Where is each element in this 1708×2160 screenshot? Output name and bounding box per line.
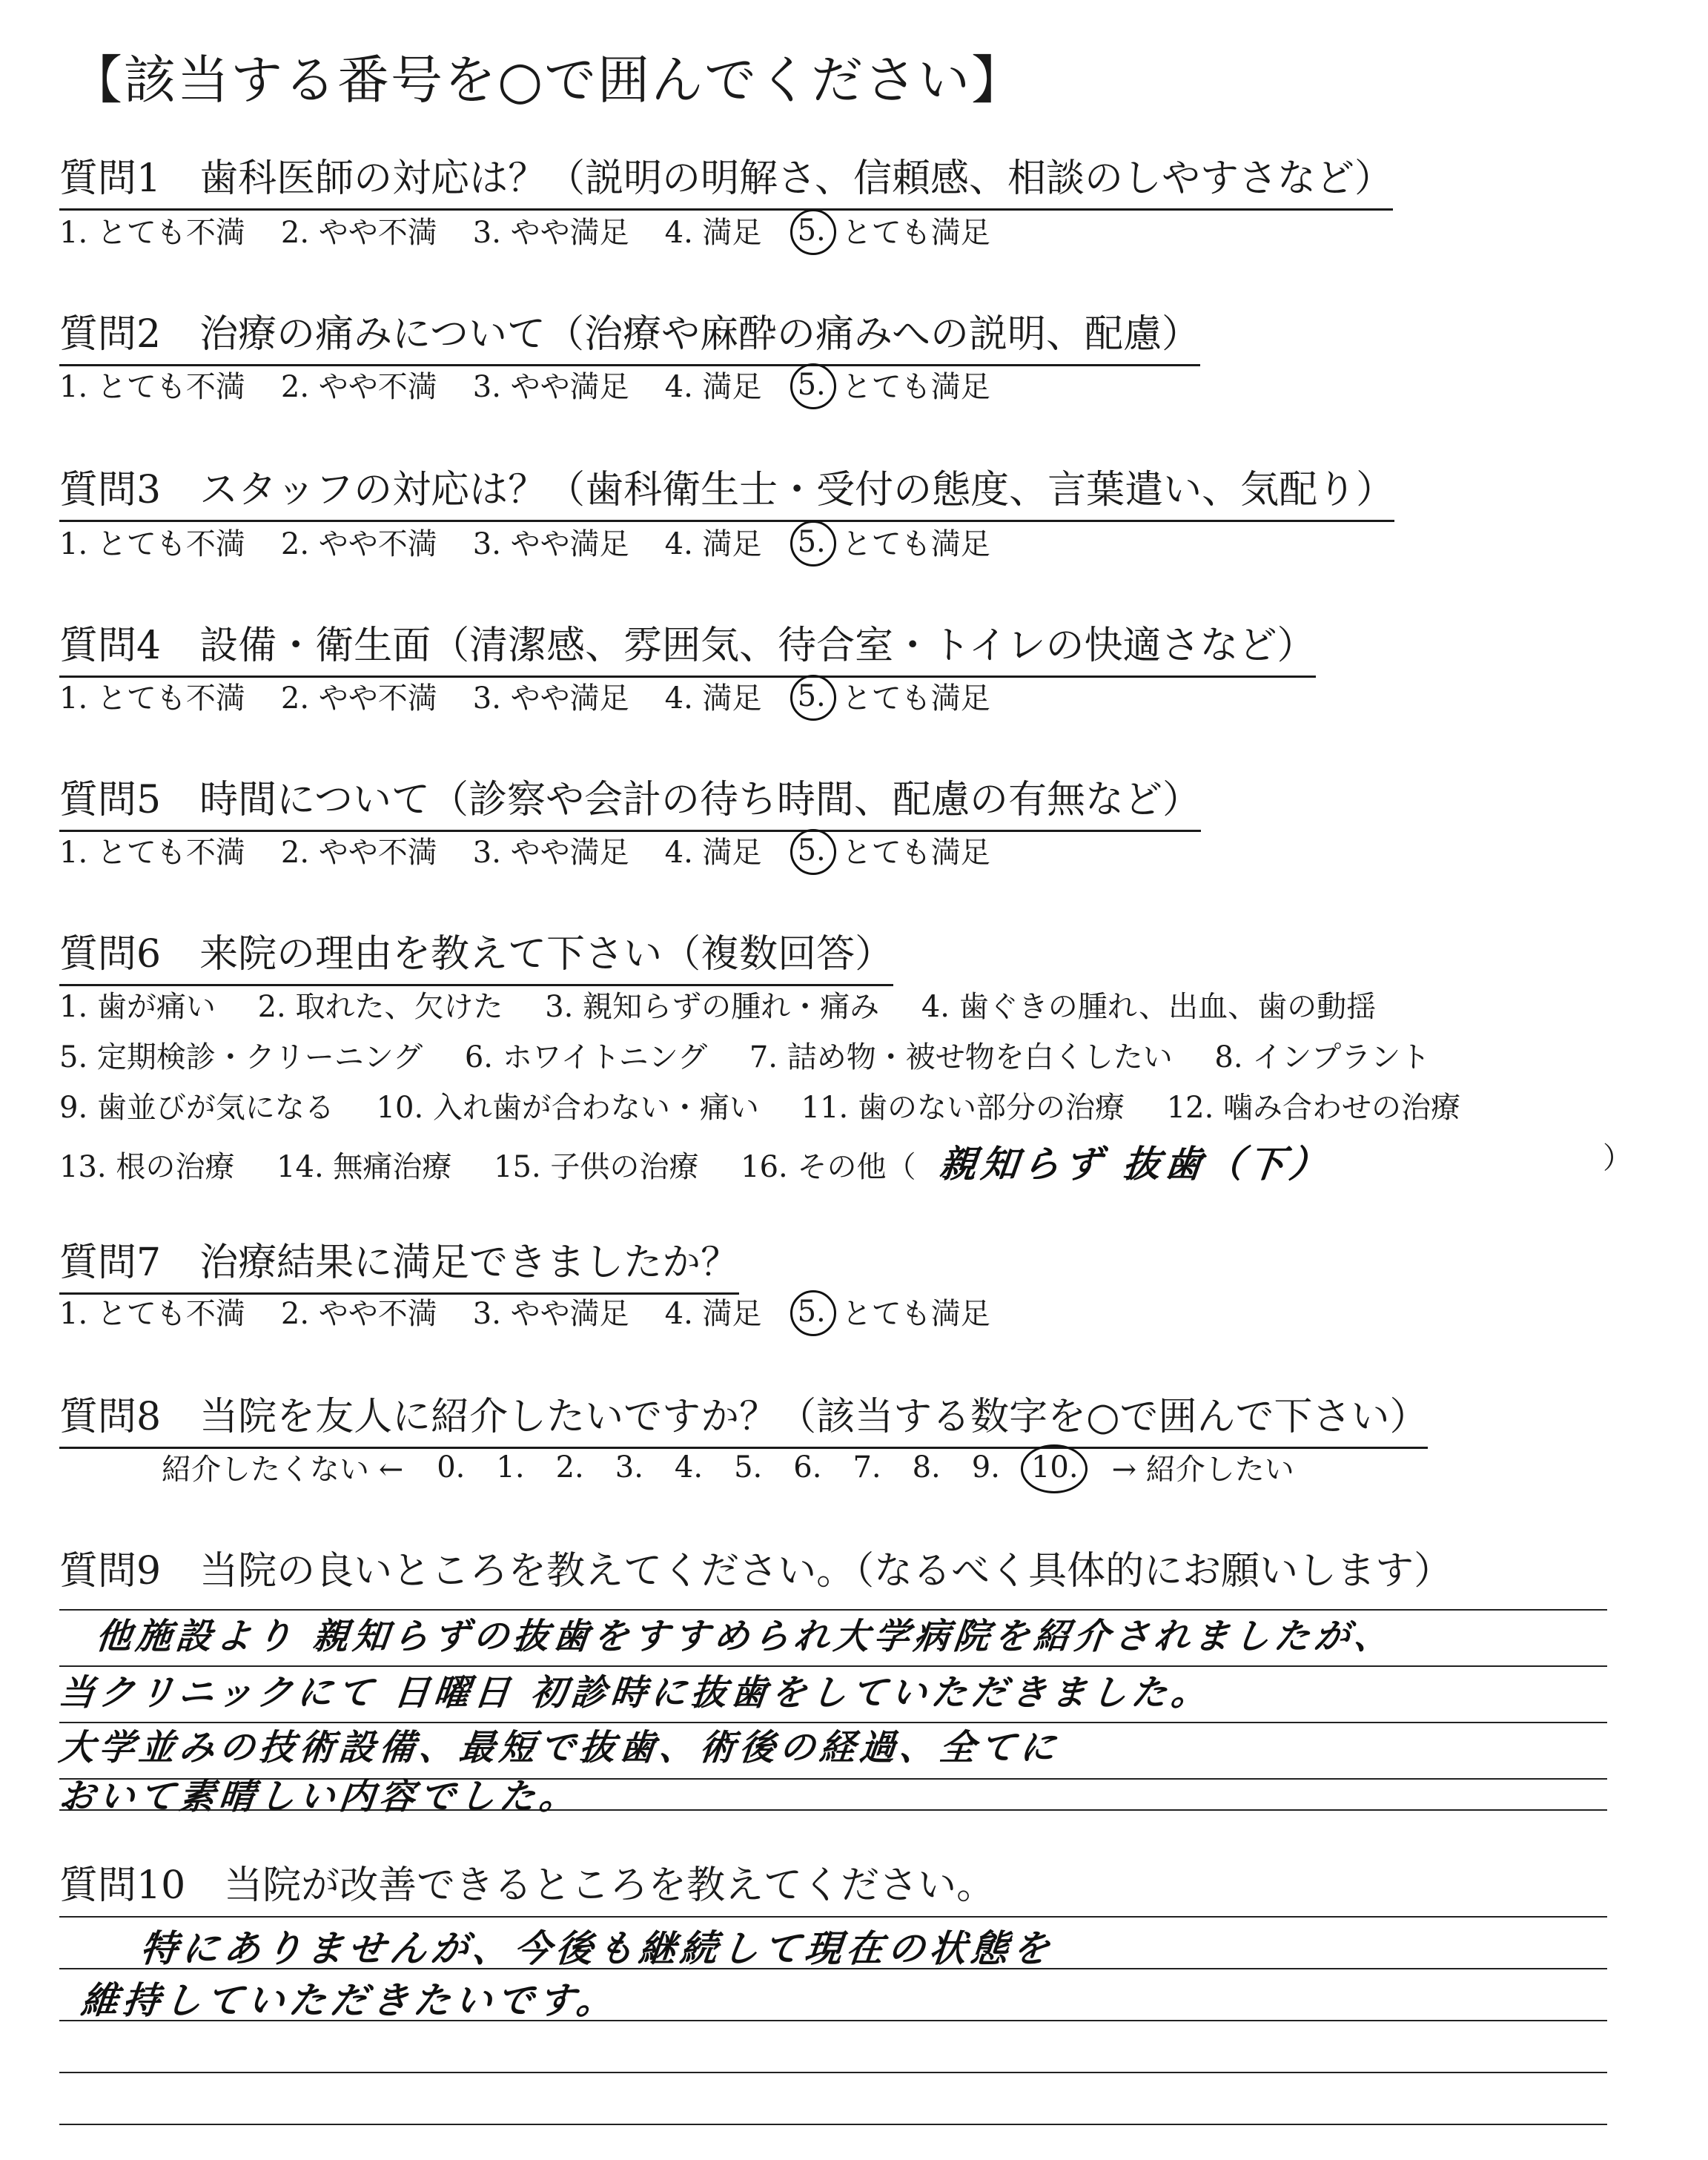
option-1[interactable]: 1. とても不満: [59, 1297, 245, 1331]
option-5-label: とても満足: [841, 1297, 990, 1331]
question-8: 質問8 当院を友人に紹介したいですか？（該当する数字を○で囲んで下さい）: [59, 1385, 1428, 1449]
question-4: 質問4 設備・衛生面（清潔感、雰囲気、待合室・トイレの快適さなど）: [59, 614, 1316, 678]
option-1[interactable]: 1. とても不満: [59, 527, 245, 561]
question-5: 質問5 時間について（診察や会計の待ち時間、配慮の有無など）: [59, 768, 1201, 832]
answer-rule: [59, 1916, 1607, 1918]
q6-option-2[interactable]: 2. 取れた、欠けた: [257, 990, 503, 1024]
q9-answer-line-1[interactable]: 他施設より 親知らずの抜歯をすすめられ大学病院を紹介されましたが、: [93, 1616, 1397, 1657]
option-2[interactable]: 2. やや不満: [280, 1297, 437, 1331]
question-9: 質問9 当院の良いところを教えてください。（なるべく具体的にお願いします）: [59, 1549, 1453, 1593]
q8-option-8[interactable]: 8.: [912, 1450, 941, 1484]
q9-answer-line-2[interactable]: 当クリニックにて 日曜日 初診時に抜歯をしていただきました。: [56, 1672, 1214, 1714]
option-5-selected[interactable]: 5.: [797, 833, 826, 868]
option-5-selected[interactable]: 5.: [797, 213, 826, 248]
q6-row-1: [59, 983, 1409, 1025]
option-1[interactable]: 1. とても不満: [59, 370, 245, 404]
option-3[interactable]: 3. やや満足: [472, 836, 629, 870]
option-2[interactable]: 2. やや不満: [280, 527, 437, 561]
q6-option-5[interactable]: 5. 定期検診・クリーニング: [59, 1040, 423, 1074]
page-title: 【該当する番号を○で囲んでください】: [70, 50, 1025, 110]
option-2[interactable]: 2. やや不満: [280, 370, 437, 404]
option-4[interactable]: 4. 満足: [664, 681, 762, 716]
question-7-options: [59, 1290, 990, 1332]
option-5-selected[interactable]: 5.: [797, 678, 826, 713]
question-3: 質問3 スタッフの対応は？（歯科衛生士・受付の態度、言葉遣い、気配り）: [59, 458, 1394, 522]
q9-answer-line-4[interactable]: おいて素晴しい内容でした。: [56, 1776, 582, 1817]
option-5-label: とても満足: [841, 216, 990, 250]
option-4[interactable]: 4. 満足: [664, 1297, 762, 1331]
option-1[interactable]: 1. とても不満: [59, 681, 245, 716]
option-3[interactable]: 3. やや満足: [472, 681, 629, 716]
q6-option-14[interactable]: 14. 無痛治療: [277, 1150, 452, 1184]
question-5-options: [59, 829, 990, 871]
question-4-options: [59, 675, 990, 717]
question-3-options: [59, 521, 990, 563]
q9-answer-line-3[interactable]: 大学並みの技術設備、最短で抜歯、術後の経過、全てに: [56, 1727, 1062, 1768]
q8-option-6[interactable]: 6.: [793, 1450, 822, 1484]
q6-option-12[interactable]: 12. 噛み合わせの治療: [1166, 1091, 1461, 1125]
option-4[interactable]: 4. 満足: [664, 836, 762, 870]
option-5-selected[interactable]: 5.: [797, 524, 826, 559]
q6-other-handwritten[interactable]: 親知らず 抜歯（下）: [937, 1143, 1334, 1186]
q6-option-7[interactable]: 7. 詰め物・被せ物を白くしたい: [749, 1040, 1173, 1074]
option-5-selected[interactable]: 5.: [797, 367, 826, 402]
q6-option-16[interactable]: 16. その他（: [741, 1150, 916, 1184]
q8-scale: [162, 1446, 1294, 1488]
q6-option-3[interactable]: 3. 親知らずの腫れ・痛み: [545, 990, 880, 1024]
answer-rule: [59, 2124, 1607, 2125]
question-7: 質問7 治療結果に満足できましたか？: [59, 1231, 739, 1295]
option-5-label: とても満足: [841, 370, 990, 404]
option-3[interactable]: 3. やや満足: [472, 216, 629, 250]
q6-option-1[interactable]: 1. 歯が痛い: [59, 990, 216, 1024]
q8-option-5[interactable]: 5.: [734, 1450, 763, 1484]
option-5-label: とても満足: [841, 681, 990, 716]
option-2[interactable]: 2. やや不満: [280, 681, 437, 716]
q6-option-9[interactable]: 9. 歯並びが気になる: [59, 1091, 334, 1125]
q6-row-3: [59, 1084, 1493, 1126]
option-3[interactable]: 3. やや満足: [472, 527, 629, 561]
option-4[interactable]: 4. 満足: [664, 216, 762, 250]
question-6: 質問6 来院の理由を教えて下さい（複数回答）: [59, 922, 893, 986]
q10-answer-line-1[interactable]: 特にありませんが、今後も継続して現在の状態を: [138, 1927, 1056, 1970]
q8-left-label: 紹介したくない ←: [162, 1453, 404, 1487]
option-3[interactable]: 3. やや満足: [472, 370, 629, 404]
q6-row-2: [59, 1034, 1463, 1076]
q8-option-7[interactable]: 7.: [853, 1450, 881, 1484]
q10-answer-line-2[interactable]: 維持していただきたいです。: [79, 1979, 620, 2022]
option-4[interactable]: 4. 満足: [664, 370, 762, 404]
option-3[interactable]: 3. やや満足: [472, 1297, 629, 1331]
question-2: 質問2 治療の痛みについて（治療や麻酔の痛みへの説明、配慮）: [59, 303, 1200, 366]
q6-option-6[interactable]: 6. ホワイトニング: [464, 1040, 708, 1074]
q8-option-9[interactable]: 9.: [971, 1450, 1000, 1484]
q6-row-4: [59, 1135, 1364, 1188]
q6-option-4[interactable]: 4. 歯ぐきの腫れ、出血、歯の動揺: [921, 990, 1377, 1024]
option-2[interactable]: 2. やや不満: [280, 836, 437, 870]
q8-option-4[interactable]: 4.: [674, 1450, 704, 1484]
q6-option-10[interactable]: 10. 入れ歯が合わない・痛い: [376, 1091, 759, 1125]
q6-option-11[interactable]: 11. 歯のない部分の治療: [801, 1091, 1125, 1125]
q6-option-15[interactable]: 15. 子供の治療: [494, 1150, 699, 1184]
question-1-options: [59, 209, 990, 251]
q6-option-8[interactable]: 8. インプラント: [1214, 1040, 1431, 1074]
option-2[interactable]: 2. やや不満: [280, 216, 437, 250]
option-5-label: とても満足: [841, 527, 990, 561]
answer-rule: [59, 2072, 1607, 2073]
option-1[interactable]: 1. とても不満: [59, 836, 245, 870]
option-4[interactable]: 4. 満足: [664, 527, 762, 561]
option-5-label: とても満足: [841, 836, 990, 870]
option-1[interactable]: 1. とても不満: [59, 216, 245, 250]
option-5-selected[interactable]: 5.: [797, 1294, 826, 1329]
q6-other-close: ）: [1603, 1141, 1632, 1175]
question-2-options: [59, 363, 990, 406]
q8-option-10-selected[interactable]: 10.: [1030, 1450, 1079, 1484]
q6-option-13[interactable]: 13. 根の治療: [59, 1150, 235, 1184]
q8-option-0[interactable]: 0.: [437, 1450, 466, 1484]
q8-right-label: → 紹介したい: [1111, 1453, 1294, 1487]
question-10: 質問10 当院が改善できるところを教えてください。: [59, 1863, 996, 1908]
question-1: 質問1 歯科医師の対応は？（説明の明解さ、信頼感、相談のしやすさなど）: [59, 147, 1393, 211]
q8-option-2[interactable]: 2.: [555, 1450, 584, 1484]
q8-option-1[interactable]: 1.: [496, 1450, 525, 1484]
q8-option-3[interactable]: 3.: [615, 1450, 643, 1484]
